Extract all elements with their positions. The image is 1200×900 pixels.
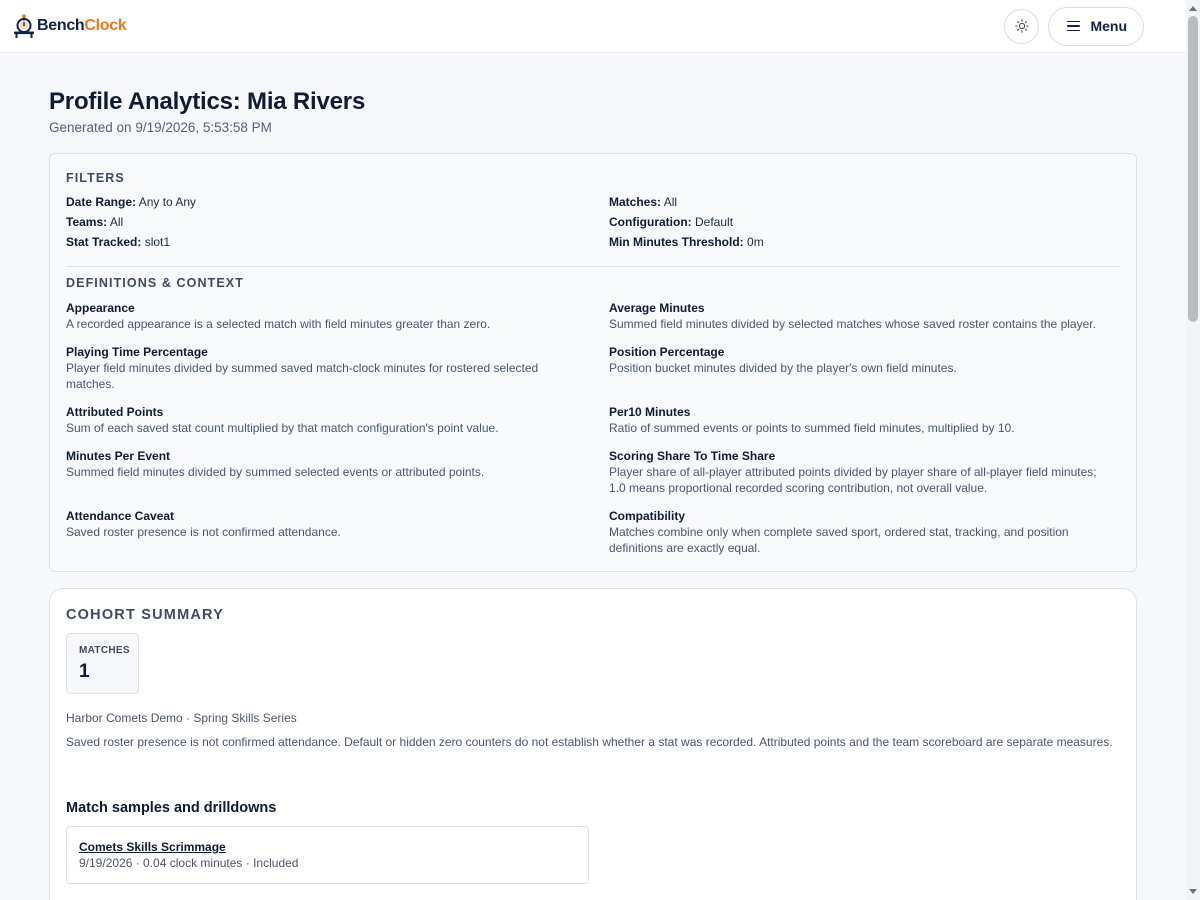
- brand-name-part1: Bench: [37, 17, 85, 34]
- definition-attributed-points: [66, 404, 556, 436]
- filter-key: Teams:: [66, 215, 108, 229]
- scroll-down-arrow-icon[interactable]: [1189, 889, 1197, 894]
- filter-teams: [66, 215, 123, 229]
- definition-playing-time-percentage: [66, 344, 556, 392]
- definition-description: Ratio of summed events or points to summed field minutes, multiplied by 10.: [609, 421, 1015, 435]
- matches-stat: [66, 633, 139, 694]
- filter-key: Configuration:: [609, 215, 692, 229]
- definition-minutes-per-event: [66, 448, 556, 480]
- stat-label: MATCHES: [79, 645, 130, 656]
- definition-description: Sum of each saved stat count multiplied by that match configuration's point value.: [66, 421, 499, 435]
- filter-value: All: [663, 195, 678, 209]
- definition-description: A recorded appearance is a selected match with field minutes greater than zero.: [66, 317, 491, 331]
- filter-date-range: [66, 195, 196, 209]
- scroll-up-arrow-icon[interactable]: [1189, 6, 1197, 11]
- definition-appearance: [66, 300, 556, 332]
- definitions-heading: DEFINITIONS & CONTEXT: [66, 276, 244, 290]
- definition-term: Attendance Caveat: [66, 509, 175, 523]
- definition-description: Position bucket minutes divided by the player's own field minutes.: [609, 361, 957, 375]
- brand-name-part2: Clock: [84, 17, 127, 34]
- definition-term: Scoring Share To Time Share: [609, 449, 776, 463]
- menu-button-label: Menu: [1090, 18, 1127, 34]
- filter-value: slot1: [144, 235, 171, 249]
- page-title: Profile Analytics: Mia Rivers: [49, 88, 366, 115]
- match-sample-meta: 9/19/2026 · 0.04 clock minutes · Included: [79, 856, 299, 870]
- stat-value: 1: [79, 661, 90, 682]
- filter-value: 0m: [747, 235, 764, 249]
- definition-description: Summed field minutes divided by summed selected events or attributed points.: [66, 465, 485, 479]
- sun-icon: [1015, 19, 1029, 33]
- definition-term: Minutes Per Event: [66, 449, 171, 463]
- filter-key: Stat Tracked:: [66, 235, 142, 249]
- definition-description: Matches combine only when complete saved sport, ordered stat, tracking, and position definitions are exactly equal.: [609, 525, 1069, 555]
- main-content: [0, 53, 1186, 900]
- theme-toggle-button[interactable]: [1004, 9, 1039, 44]
- match-samples-heading: Match samples and drilldowns: [66, 800, 277, 816]
- brand-logo-link[interactable]: [13, 13, 126, 39]
- filter-configuration: [609, 215, 733, 229]
- match-sample-card: [66, 826, 589, 884]
- definition-attendance-caveat: [66, 508, 556, 540]
- top-actions: [1004, 7, 1144, 46]
- scrollbar-thumb[interactable]: [1188, 16, 1198, 322]
- filter-min-minutes: [609, 235, 764, 249]
- definition-position-percentage: [609, 344, 1099, 376]
- match-sample-link[interactable]: Comets Skills Scrimmage: [79, 840, 226, 854]
- filter-value: Any to Any: [138, 195, 197, 209]
- definition-term: Attributed Points: [66, 405, 164, 419]
- definition-per10-minutes: [609, 404, 1099, 436]
- filter-value: All: [109, 215, 124, 229]
- definition-description: Saved roster presence is not confirmed attendance.: [66, 525, 341, 539]
- cohort-summary-card: [49, 588, 1137, 900]
- filters-heading: FILTERS: [66, 171, 125, 185]
- filter-matches: [609, 195, 677, 209]
- menu-button[interactable]: [1048, 7, 1144, 46]
- filter-key: Matches:: [609, 195, 662, 209]
- page-scrollbar[interactable]: [1186, 0, 1200, 900]
- definition-description: Player field minutes divided by summed saved match-clock minutes for rostered selected matches.: [66, 361, 539, 391]
- definition-term: Playing Time Percentage: [66, 345, 208, 359]
- section-divider: [66, 266, 1120, 267]
- filter-key: Date Range:: [66, 195, 137, 209]
- hamburger-icon: [1067, 21, 1080, 32]
- definition-average-minutes: [609, 300, 1099, 332]
- bench-clock-logo-icon: [13, 13, 35, 39]
- definition-term: Appearance: [66, 301, 135, 315]
- definition-term: Per10 Minutes: [609, 405, 691, 419]
- definition-description: Summed field minutes divided by selected matches whose saved roster contains the player.: [609, 317, 1096, 331]
- definition-term: Average Minutes: [609, 301, 705, 315]
- top-bar: [0, 0, 1186, 53]
- definition-term: Compatibility: [609, 509, 686, 523]
- generated-timestamp: Generated on 9/19/2026, 5:53:58 PM: [49, 120, 272, 135]
- definition-scoring-share: [609, 448, 1099, 496]
- filters-card: [49, 153, 1137, 572]
- cohort-summary-heading: COHORT SUMMARY: [66, 607, 225, 623]
- filter-stat-tracked: [66, 235, 170, 249]
- definition-description: Player share of all-player attributed points divided by player share of all-player field minutes; 1.0 means proportional recorded scoring contribution, not overall value.: [609, 465, 1097, 495]
- definition-term: Position Percentage: [609, 345, 725, 359]
- definition-compatibility: [609, 508, 1099, 556]
- filter-value: Default: [695, 215, 734, 229]
- cohort-caveat: Saved roster presence is not confirmed attendance. Default or hidden zero counters do not establish whether a stat was recorded. Attributed points and the team scoreboard are separate measures.: [66, 735, 1113, 749]
- team-series-line: Harbor Comets Demo · Spring Skills Series: [66, 711, 297, 725]
- filter-key: Min Minutes Threshold:: [609, 235, 744, 249]
- brand-name: [37, 17, 126, 35]
